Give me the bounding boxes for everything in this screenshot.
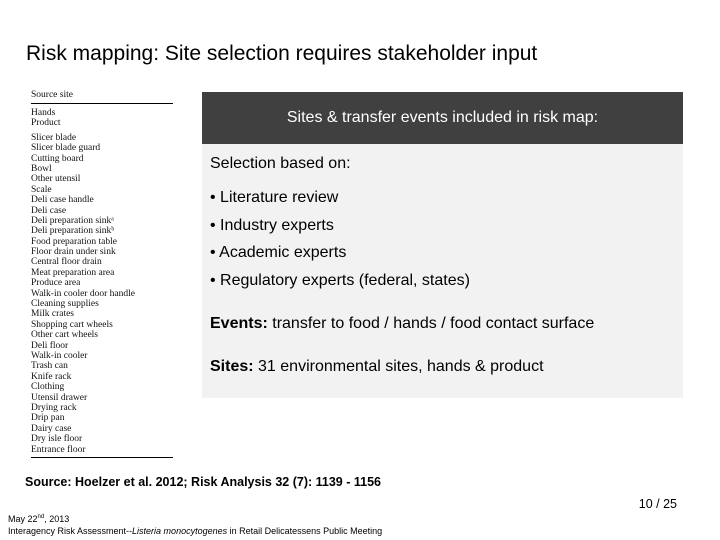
- footer-date: [8, 513, 382, 525]
- sites-text: 31 environmental sites, hands & product: [253, 358, 544, 375]
- table-row: Utensil drawer: [31, 392, 88, 403]
- table-row: Shopping cart wheels: [31, 319, 113, 330]
- info-panel: [202, 92, 683, 398]
- bullet-literature-review: • Literature review: [210, 189, 339, 206]
- table-row: Cutting board: [31, 153, 84, 164]
- table-row: Dry isle floor: [31, 434, 83, 445]
- panel-body: [202, 144, 683, 380]
- table-row: Produce area: [31, 278, 81, 289]
- table-row: Trash can: [31, 361, 68, 372]
- table-row: Knife rack: [31, 371, 72, 382]
- table-row: Deli preparation sinkᵇ: [31, 226, 115, 237]
- table-row: Clothing: [31, 382, 65, 393]
- page-number: 10 / 25: [638, 497, 677, 511]
- table-group-hands-product: [31, 104, 173, 129]
- footer-meeting-prefix: Interagency Risk Assessment--: [8, 526, 133, 536]
- sites-line: [210, 353, 675, 380]
- table-row: Scale: [31, 184, 52, 195]
- table-row: Walk-in cooler door handle: [31, 288, 135, 299]
- slide-title: Risk mapping: Site selection requires stakeholder input: [26, 42, 538, 65]
- table-row: Food preparation table: [31, 236, 118, 247]
- table-row: Walk-in cooler: [31, 350, 88, 361]
- table-row: Meat preparation area: [31, 267, 115, 278]
- table-row: Deli floor: [31, 340, 69, 351]
- table-row: Product: [31, 118, 61, 129]
- events-line: [210, 310, 675, 337]
- sites-label: Sites:: [210, 358, 254, 375]
- events-text: transfer to food / hands / food contact surface: [267, 315, 595, 332]
- table-row: Slicer blade: [31, 132, 77, 143]
- table-row: Drip pan: [31, 413, 65, 424]
- table-header: Source site: [31, 88, 173, 104]
- table-row: Cleaning supplies: [31, 299, 99, 310]
- footer-meeting-italic: Listeria monocytogenes: [132, 526, 228, 536]
- bullet-industry-experts: • Industry experts: [210, 216, 334, 234]
- source-citation: Source: Hoelzer et al. 2012; Risk Analysis 32 (7): 1139 - 1156: [25, 475, 381, 489]
- table-row: Milk crates: [31, 309, 75, 320]
- footer: [8, 513, 382, 537]
- table-row: Hands: [31, 108, 56, 118]
- bullet-regulatory-experts: • Regulatory experts (federal, states): [210, 271, 470, 289]
- source-site-table: [31, 88, 173, 458]
- panel-heading: Sites & transfer events included in risk map:: [202, 92, 683, 144]
- table-row: Bowl: [31, 163, 52, 174]
- table-row: Slicer blade guard: [31, 143, 101, 154]
- table-row: Dairy case: [31, 423, 72, 434]
- table-row: Deli case handle: [31, 195, 94, 206]
- table-row: Deli preparation sinkᵃ: [31, 215, 114, 226]
- table-row: Central floor drain: [31, 257, 102, 268]
- table-row: Other utensil: [31, 174, 81, 185]
- footer-date-main: May 22: [8, 514, 38, 524]
- bullet-academic-experts: • Academic experts: [210, 244, 347, 261]
- footer-date-sup: nd: [37, 514, 45, 520]
- table-row: Drying rack: [31, 402, 77, 413]
- selection-heading: Selection based on:: [210, 155, 351, 172]
- table-group-environmental-sites: [31, 129, 173, 455]
- table-bottom-rule: [31, 457, 173, 458]
- footer-meeting-suffix: in Retail Delicatessens Public Meeting: [227, 526, 383, 536]
- footer-date-year: , 2013: [44, 514, 70, 524]
- table-row: Entrance floor: [31, 444, 86, 455]
- table-row: Floor drain under sink: [31, 247, 116, 258]
- events-label: Events:: [210, 315, 268, 332]
- table-row: Deli case: [31, 205, 67, 216]
- table-row: Other cart wheels: [31, 330, 98, 341]
- footer-meeting: [8, 525, 382, 537]
